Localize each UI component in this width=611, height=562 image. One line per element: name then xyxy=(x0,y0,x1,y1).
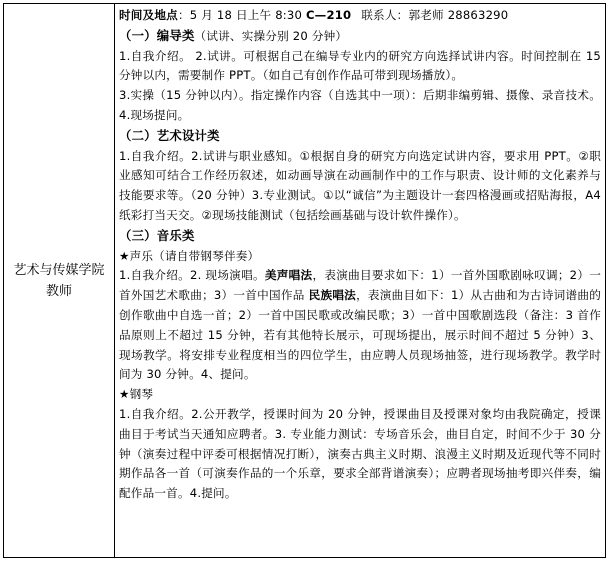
time-place-label: 时间及地点 xyxy=(119,8,178,22)
department-label: 艺术与传媒学院教师 xyxy=(13,262,105,299)
section-art-design xyxy=(119,126,601,226)
paragraph: 1.自我介绍。 2.试讲。可根据自己在编导专业内的研究方向选择试讲内容。时间控制在 15 分钟以内，需要制作 PPT。（如自己有创作作品可带到现场播放）。 xyxy=(119,48,601,83)
time-text: ：5 月 18 日上午 8:30 xyxy=(177,8,306,22)
section-directing xyxy=(119,26,601,126)
subsection-title-vocal: ★声乐（请自带钢琴伴奏） xyxy=(119,248,260,263)
section-heading: （三）音乐类 xyxy=(119,227,195,243)
section-heading: （二）艺术设计类 xyxy=(119,127,220,143)
department-cell xyxy=(4,4,115,557)
subsection-title-piano: ★钢琴 xyxy=(119,387,154,402)
recruitment-table xyxy=(3,3,606,558)
details-cell xyxy=(115,4,605,557)
time-place-line xyxy=(119,6,601,26)
section-music xyxy=(119,226,601,504)
paragraph-vocal: 1.自我介绍。2. 现场演唱。美声唱法，表演曲目要求如下：1）一首外国歌剧咏叹调；2）一首外国艺术歌曲；3）一首中国作品 民族唱法，表演曲目如下：1）从古曲和为古诗词谱曲的创作歌曲中自选一首；2）一首中国民歌或改编民歌；3）一首中国歌剧选段（备注：3 首作品原则上不超过 15 分钟，若有其他特长展示，可现场提出，展示时间不超过 5 分钟）3、现场教学。将安排专业程度相当的四位学生，由应聘人员现场抽签，进行现场教学。教学时间为 30 分钟。4、提问。 xyxy=(119,268,602,382)
contact-text: 联系人：郭老师 28863290 xyxy=(361,8,509,22)
paragraph-piano: 1.自我介绍。2.公开教学，授课时间为 20 分钟，授课曲目及授课对象均由我院确定，授课曲目于考试当天通知应聘者。3. 专业能力测试：专场音乐会，曲目自定，时间不少于 30 分钟（演奏过程中评委可根据情况打断），演奏古典主义时期、浪漫主义时期及近现代等不同时期作品各一首（可演奏作品的一个乐章，要求全部背谱演奏）；应聘者现场抽考即兴伴奏，编配作品一首。4.提问。 xyxy=(119,406,601,501)
room-text: C—210 xyxy=(305,8,352,22)
section-note: （试讲、实操分别 20 分钟） xyxy=(194,28,348,43)
section-heading: （一）编导类 xyxy=(119,27,195,43)
paragraph: 3.实操（15 分钟以内）。指定操作内容（自选其中一项）：后期非编剪辑、摄像、录音技术。4.现场提问。 xyxy=(119,88,601,122)
paragraph: 1.自我介绍。2.试讲与职业感知。①根据自身的研究方向选定试讲内容，要求用 PPT。②职业感知可结合工作经历叙述，如动画导演在动画制作中的工作与职责、设计师的文化素养与技能要求等。（20 分钟）3.专业测试。①以“诚信”为主题设计一套四格漫画或招贴海报，A4 纸彩打当天交。②现场技能测试（包括绘画基础与设计软件操作）。 xyxy=(119,148,601,222)
